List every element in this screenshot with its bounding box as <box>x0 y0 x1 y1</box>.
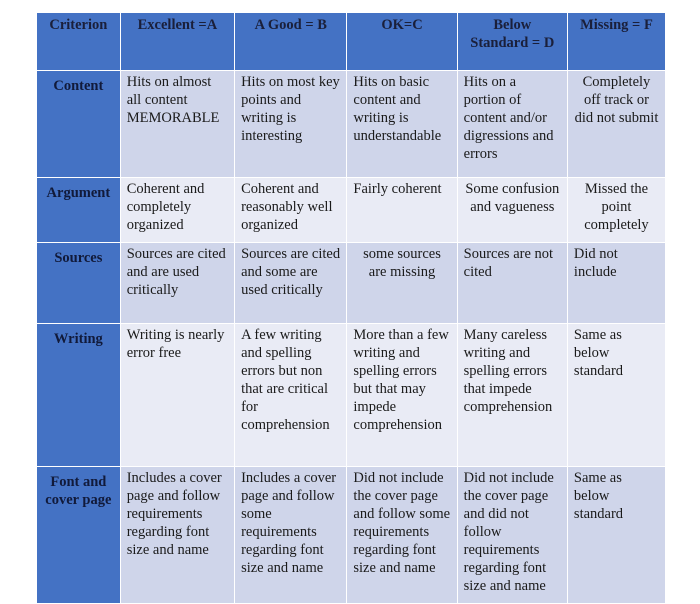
header-below-standard: Below Standard = D <box>457 13 567 71</box>
cell-below-standard: Sources are not cited <box>457 243 567 324</box>
table-row <box>37 71 666 178</box>
table-row <box>37 467 666 604</box>
cell-below-standard: Some confusion and vagueness <box>457 178 567 243</box>
cell-excellent: Sources are cited and are used critically <box>120 243 234 324</box>
cell-good: Sources are cited and some are used critically <box>235 243 347 324</box>
cell-missing: Same as below standard <box>567 467 665 604</box>
cell-missing: Missed the point completely <box>567 178 665 243</box>
row-criterion: Writing <box>37 324 121 467</box>
cell-excellent: Hits on almost all content MEMORABLE <box>120 71 234 178</box>
table-row <box>37 178 666 243</box>
row-criterion: Sources <box>37 243 121 324</box>
cell-good: Includes a cover page and follow some requirements regarding font size and name <box>235 467 347 604</box>
cell-missing: Did not include <box>567 243 665 324</box>
cell-good: Hits on most key points and writing is interesting <box>235 71 347 178</box>
cell-missing: Completely off track or did not submit <box>567 71 665 178</box>
row-criterion: Font and cover page <box>37 467 121 604</box>
cell-ok: Hits on basic content and writing is understandable <box>347 71 457 178</box>
cell-excellent: Writing is nearly error free <box>120 324 234 467</box>
cell-ok: some sources are missing <box>347 243 457 324</box>
cell-below-standard: Many careless writing and spelling errors that impede comprehension <box>457 324 567 467</box>
header-excellent: Excellent =A <box>120 13 234 71</box>
table-row <box>37 243 666 324</box>
cell-ok: Fairly coherent <box>347 178 457 243</box>
header-good: A Good = B <box>235 13 347 71</box>
cell-excellent: Includes a cover page and follow requirements regarding font size and name <box>120 467 234 604</box>
cell-below-standard: Did not include the cover page and did not follow requirements regarding font size and name <box>457 467 567 604</box>
header-row <box>37 13 666 71</box>
cell-missing: Same as below standard <box>567 324 665 467</box>
cell-below-standard: Hits on a portion of content and/or digressions and errors <box>457 71 567 178</box>
header-ok: OK=C <box>347 13 457 71</box>
header-criterion: Criterion <box>37 13 121 71</box>
cell-ok: More than a few writing and spelling errors but that may impede comprehension <box>347 324 457 467</box>
header-missing: Missing = F <box>567 13 665 71</box>
row-criterion: Argument <box>37 178 121 243</box>
cell-excellent: Coherent and completely organized <box>120 178 234 243</box>
grading-rubric-table <box>36 12 666 604</box>
cell-ok: Did not include the cover page and follow some requirements regarding font size and name <box>347 467 457 604</box>
table-row <box>37 324 666 467</box>
cell-good: A few writing and spelling errors but non that are critical for comprehension <box>235 324 347 467</box>
cell-good: Coherent and reasonably well organized <box>235 178 347 243</box>
row-criterion: Content <box>37 71 121 178</box>
